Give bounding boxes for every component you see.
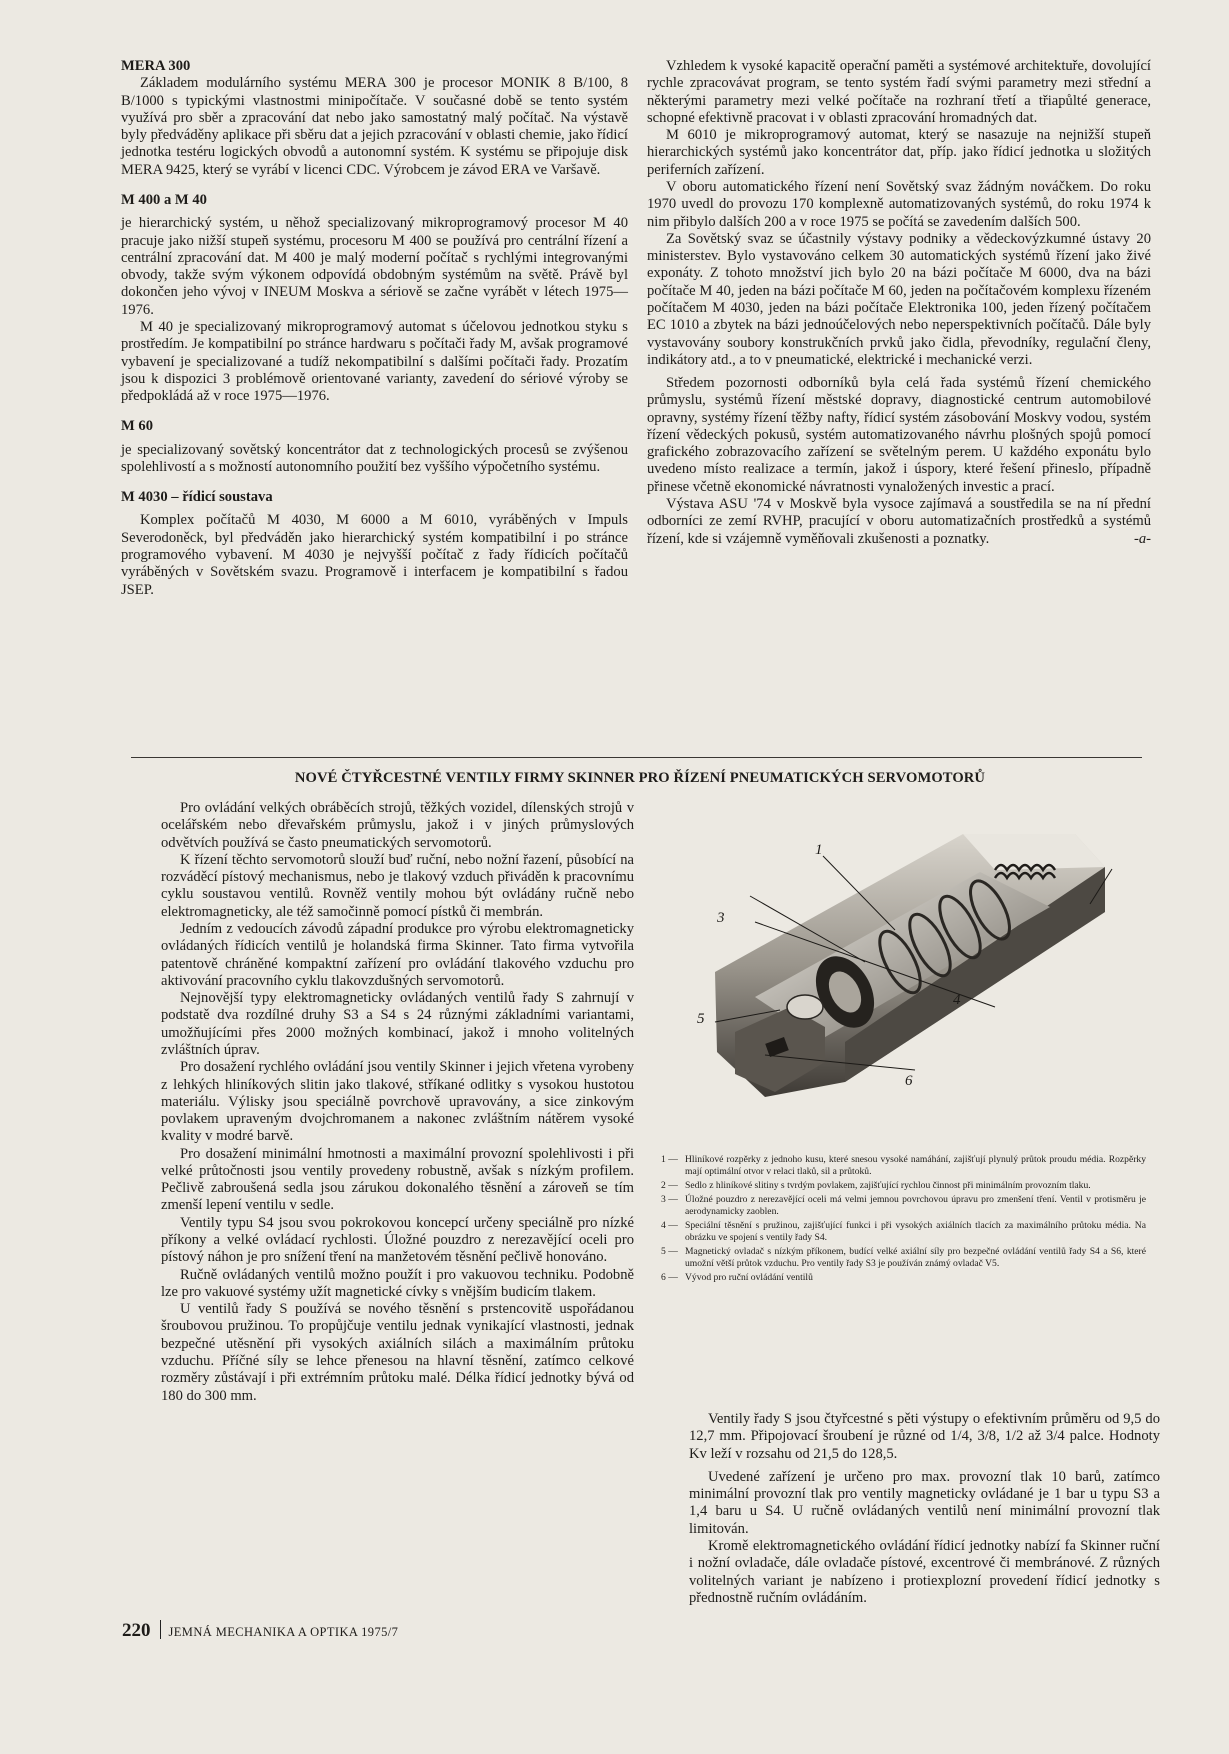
paragraph: Pro dosažení minimální hmotnosti a maximální provozní spolehlivosti i při velké průtočnosti jsou ventily provedeny robustně, avšak s nízkým profilem. Pečlivě zabroušená sedla jsou zárukou dokonalého těsnění a zároveň se tím zmenší lepení ventilu v sedle. xyxy=(161,1145,634,1214)
caption-item xyxy=(661,1194,1146,1218)
figure-label-3: 3 xyxy=(717,910,725,926)
caption-text: Vývod pro ruční ovládání ventilů xyxy=(685,1271,813,1283)
paragraph: Středem pozornosti odborníků byla celá řada systémů řízení chemického průmyslu, systémů řízení městské dopravy, diagnostické centrum automobilové opravny, systémy řízení těžby nafty, řídicí systém zásobování Moskvy vodou, systém řízení vědeckých pokusů, systém automatizovaného návrhu plošných spojů pomocí grafického zobrazovacího zařízení se světelným perem. U každého exponátu bylo uvedeno místo realizace a termín, jakož i úspory, které řešení přineslo, případně přinese včetně ekonomické návratnosti vynaložených investic a prací. xyxy=(647,375,1151,495)
paragraph: Ventily řady S jsou čtyřcestné s pěti výstupy o efektivním průměru od 9,5 do 12,7 mm. Připojovací šroubení je různé od 1/4, 3/8, 1/2 až 3/4 palce. Hodnoty Kv leží v rozsahu od 21,5 do 128,5. xyxy=(689,1411,1160,1462)
article-title: NOVÉ ČTYŘCESTNÉ VENTILY FIRMY SKINNER PRO ŘÍZENÍ PNEUMATICKÝCH SERVOMOTORŮ xyxy=(294,770,986,786)
article-left-column xyxy=(161,800,634,1405)
caption-item xyxy=(661,1180,1146,1192)
figure-label-4: 4 xyxy=(953,992,961,1008)
paragraph: Pro ovládání velkých obráběcích strojů, těžkých vozidel, dílenských strojů v ocelářském nebo dřevařském průmyslu, jakož i v jiných průmyslových odvětvích používá se často pneumatických servomotorů. xyxy=(161,800,634,851)
caption-text: Hliníkové rozpěrky z jednoho kusu, které snesou vysoké namáhání, zajišťují plynulý průtok proudu média. Rozpěrky mají optimální otvor v relaci tlaků, sil a průtoků. xyxy=(685,1154,1146,1177)
caption-item xyxy=(661,1246,1146,1270)
caption-text: Úložné pouzdro z nerezavějící oceli má velmi jemnou povrchovou úpravu pro zmenšení tření. Ventil v protisměru je aerodynamicky zaoblen. xyxy=(685,1193,1146,1217)
paragraph: Uvedené zařízení je určeno pro max. provozní tlak 10 barů, zatímco minimální provozní tlak pro ventily magneticky ovládané je 1 bar u typu S3 a 1,4 baru u S4. U ručně ovládaných ventilů není minimální provozní tlak limitován. xyxy=(689,1468,1160,1537)
top-right-column xyxy=(647,58,1151,548)
journal-name: JEMNÁ MECHANIKA A OPTIKA 1975/7 xyxy=(168,1625,399,1639)
paragraph: je hierarchický systém, u něhož specializovaný mikroprogramový procesor M 40 pracuje jako nižší stupeň systému, procesoru M 400 se používá pro centrální řízení a centrální zpracování dat. M 400 je malý moderní počítač s rychlými integrovanými obvody, takže svým výkonem odpovídá obdobným systémům na světě. Právě byl dokončen jeho vývoj v INEUM Moskva a sériově se začne vyrábět v létech 1975—1976. xyxy=(121,215,628,318)
caption-number: 4 — xyxy=(661,1219,678,1231)
figure-label-6: 6 xyxy=(905,1073,913,1089)
paragraph: Ventily typu S4 jsou svou pokrokovou koncepcí určeny speciálně pro nízké příkony a velké ovládací rychlosti. Úložné pouzdro z nerezavějící oceli pro pístový náhon je pro snížení tření na manžetovém těsnění pečlivě honováno. xyxy=(161,1214,634,1266)
caption-number: 3 — xyxy=(661,1193,678,1205)
paragraph xyxy=(647,496,1151,548)
valve-cutaway-figure xyxy=(695,812,1143,1112)
figure-label-5: 5 xyxy=(697,1011,705,1027)
article-right-column xyxy=(689,1411,1160,1607)
paragraph: Základem modulárního systému MERA 300 je procesor MONIK 8 B/100, 8 B/1000 s typickými vlastnostmi minipočítače. V současné době se tento systém využívá pro sběr a zpracování dat nebo jako samostatný malý počítač. Na výstavě byly předváděny aplikace při sběru dat a jejich pzracování v oblasti chemie, jako řídicí jednotka testéru logických obvodů a autonomní systém. K systému se připojuje disk MERA 9425, který se vyrábí v licenci CDC. Výrobcem je závod ERA ve Varšavě. xyxy=(121,75,628,178)
paragraph: je specializovaný sovětský koncentrátor dat z technologických procesů se zvýšenou spolehlivostí a s možností autonomního použití bez vyššího výpočetního systému. xyxy=(121,441,628,475)
figure-captions xyxy=(661,1154,1146,1286)
caption-text: Magnetický ovladač s nízkým příkonem, budící velké axiální síly pro bezpečné ovládání ventilů řady S4 a S6, které umožní větší průtok vzduchu. Pro ventily řady S3 je používán známý ovladač V5. xyxy=(685,1245,1146,1269)
paragraph: Komplex počítačů M 4030, M 6000 a M 6010, vyráběných v Impuls Severodoněck, byl předváděn jako hierarchický systém kompatibilní i po stránce programového vybavení. M 4030 je nejvyšší počítač z řady řídicích počítačů vyráběných v Sovětském svazu. Programově i interfacem je kompatibilní s řadou JSEP. xyxy=(121,512,628,598)
paragraph: K řízení těchto servomotorů slouží buď ruční, nebo nožní řazení, působící na rozváděcí pístový mechanismus, nebo je tlakový vzduch přiváděn k pracovnímu cyklu soustavou ventilů. Rovněž ventily mohou být ovládány ručně nebo elektromagneticky, ale též samočinně pomocí pístků či membrán. xyxy=(161,851,634,920)
footer-separator xyxy=(160,1620,161,1639)
caption-text: Sedlo z hliníkové slitiny s tvrdým povlakem, zajišťující rychlou činnost při minimálním provozním tlaku. xyxy=(685,1179,1091,1191)
section-heading-m400: M 400 a M 40 xyxy=(121,191,207,208)
paragraph: U ventilů řady S používá se nového těsnění s prstencovitě uspořádanou šroubovou pružinou. To propůjčuje ventilu jednak vynikající vlastnosti, jednak bezpečné utěsnění při vysokých axiálních silách a maximálním průtoku vzduchu. Příčné síly se lehce přenesou na hlavní těsnění, zatímco celkové rozměry zůstávají i při extrémním průtoku malé. Délka řídicí jednotky bývá od 180 do 300 mm. xyxy=(161,1301,634,1404)
caption-number: 1 — xyxy=(661,1154,678,1165)
paragraph: Pro dosažení rychlého ovládání jsou ventily Skinner i jejich vřetena vyrobeny z lehkých hliníkových slitin jako tlakové, stříkané odlitky s vysokou hustotou materiálu. Výlisky jsou speciálně povrchově upravovány, a sice zinkovým povlakem upraveným dvojchromanem a nakonec zvláštním nátěrem vysoké kvality v modré barvě. xyxy=(161,1059,634,1145)
section-heading-m4030: M 4030 – řídicí soustava xyxy=(121,489,273,506)
paragraph: V oboru automatického řízení není Sovětský svaz žádným nováčkem. Do roku 1970 uvedl do provozu 170 komplexně automatizovaných systémů, do roku 1974 k nim přibylo dalších 200 a v roce 1975 se počítá se zavedením dalších 500. xyxy=(647,178,1151,230)
paragraph-text: Výstava ASU '74 v Moskvě byla vysoce zajímavá a soustředila se na ní přední odborníci ze zemí RVHP, pracující v oboru automatizačních prostředků a systémů řízení, kde si vzájemně vyměňovali zkušenosti a poznatky. xyxy=(647,496,1151,547)
caption-number: 2 — xyxy=(661,1179,678,1191)
caption-text: Speciální těsnění s pružinou, zajišťující funkci i při vysokých axiálních tlacích za maximálního průtoku média. Na obrázku ve spojení s ventily řady S4. xyxy=(685,1219,1146,1243)
caption-item xyxy=(661,1220,1146,1244)
page-footer xyxy=(122,1617,398,1642)
section-heading-mera300: MERA 300 xyxy=(121,58,191,74)
paragraph: Nejnovější typy elektromagneticky ovládaných ventilů řady S zahrnují v podstatě dva rozdílné druhy S3 a S4 s 24 různými základními variantami, umožňujícími přes 2000 možných kombinací, jakož i mnoho volitelných zvláštních úprav. xyxy=(161,990,634,1058)
caption-item xyxy=(661,1154,1146,1178)
section-divider xyxy=(131,757,1142,758)
paragraph: Vzhledem k vysoké kapacitě operační paměti a systémové architektuře, dovolující rychle zpracovávat program, se tento systém řadí svými parametry mezi střední a některými parametry mezi velké počítače na rozhraní třetí a třiapůlté generace, schopné efektivně pracovat i v oblasti zpracování hromadných dat. xyxy=(647,58,1151,126)
figure-label-1: 1 xyxy=(815,842,823,858)
caption-number: 5 — xyxy=(661,1245,678,1257)
paragraph: Za Sovětský svaz se účastnily výstavy podniky a vědeckovýzkumné ústavy 20 ministerstev. Bylo vystavováno celkem 30 automatických systémů řízení jako živé exponáty. Z tohoto množství jich bylo 20 na bázi počítače M 6000, dva na bázi počítače M 40, jeden na bázi počítače M 60, jeden na počítačovém komplexu řízeném počítačem M 4030, jeden na bázi počítače Elektronika 100, jeden řízený počítačem EC 1010 a zbytek na bázi jednoúčelových nebo neperspektivních počítačů. Dále byly vystavovány soubory konstrukčních prvků jako čidla, převodníky, regulační členy, indikátory atd., a to v pneumatické, elektrické i mechanické verzi. xyxy=(647,230,1151,368)
paragraph: Kromě elektromagnetického ovládání řídicí jednotky nabízí fa Skinner ruční i nožní ovladače, dále ovladače pístové, excentrové či membránové. Z různých volitelných variant je nabízeno i protiexplozní provedení řídicí jednotky s přednostně ručním ovládáním. xyxy=(689,1537,1160,1606)
paragraph: M 40 je specializovaný mikroprogramový automat s účelovou jednotkou styku s prostředím. Je kompatibilní po stránce hardwaru s počítači řady M, avšak programové vybavení je specializované a tudíž nekompatibilní s dalšími počítači řady. Prozatím jsou k dispozici 3 problémově orientované varianty, zavedení do sériové výroby se předpokládá až v roce 1975—1976. xyxy=(121,318,628,405)
page-number: 220 xyxy=(122,1620,151,1641)
paragraph: Ručně ovládaných ventilů možno použít i pro vakuovou techniku. Podobně lze pro vakuové systémy užít magnetické cívky s vnějším budicím tlakem. xyxy=(161,1266,634,1300)
paragraph: Jedním z vedoucích závodů západní produkce pro výrobu elektromagneticky ovládaných řídicích ventilů je holandská firma Skinner. Tato firma vytvořila patentově chráněné kompaktní zařízení pro ovládání tlakového vzduchu pro aktivování pracovního cyklu tlakovzdušných servomotorů. xyxy=(161,920,634,989)
author-signature: -a- xyxy=(1133,530,1151,547)
top-left-column xyxy=(121,58,628,599)
section-heading-m60: M 60 xyxy=(121,418,154,435)
caption-number: 6 — xyxy=(661,1271,678,1283)
paragraph: M 6010 je mikroprogramový automat, který se nasazuje na nejnižší stupeň hierarchických systémů jako koncentrátor dat, příp. jako řídicí jednotka u složitých periferních zařízení. xyxy=(647,127,1151,178)
caption-item xyxy=(661,1272,1146,1284)
